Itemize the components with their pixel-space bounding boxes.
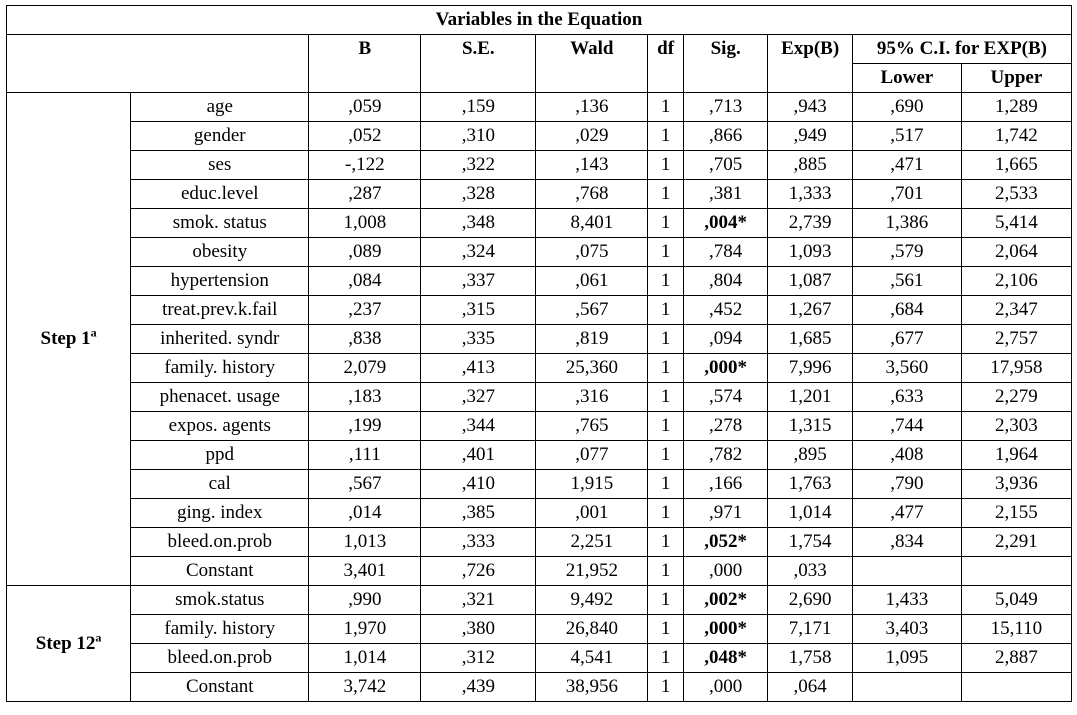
cell-lower: ,701 bbox=[852, 180, 961, 209]
cell-wald: 4,541 bbox=[536, 644, 648, 673]
cell-wald: ,075 bbox=[536, 238, 648, 267]
cell-expb: 7,996 bbox=[768, 354, 852, 383]
table-title: Variables in the Equation bbox=[7, 6, 1072, 35]
cell-se: ,328 bbox=[421, 180, 536, 209]
cell-b: 1,014 bbox=[309, 644, 421, 673]
cell-lower: ,744 bbox=[852, 412, 961, 441]
table-row bbox=[7, 586, 1072, 615]
cell-sig: ,705 bbox=[683, 151, 767, 180]
table-row bbox=[7, 180, 1072, 209]
variable-name: family. history bbox=[131, 354, 309, 383]
step-label-footnote: a bbox=[95, 630, 102, 645]
cell-expb: 1,333 bbox=[768, 180, 852, 209]
cell-wald: ,077 bbox=[536, 441, 648, 470]
cell-upper: 2,279 bbox=[961, 383, 1071, 412]
variable-name: bleed.on.prob bbox=[131, 644, 309, 673]
cell-b: ,014 bbox=[309, 499, 421, 528]
table-row bbox=[7, 93, 1072, 122]
variable-name: expos. agents bbox=[131, 412, 309, 441]
cell-lower: ,561 bbox=[852, 267, 961, 296]
cell-expb: ,949 bbox=[768, 122, 852, 151]
cell-sig: ,000 bbox=[683, 557, 767, 586]
cell-lower: ,834 bbox=[852, 528, 961, 557]
header-df: df bbox=[648, 35, 684, 93]
cell-lower: ,477 bbox=[852, 499, 961, 528]
cell-df: 1 bbox=[648, 354, 684, 383]
cell-sig: ,452 bbox=[683, 296, 767, 325]
cell-upper bbox=[961, 673, 1071, 702]
cell-lower: ,684 bbox=[852, 296, 961, 325]
step-label-footnote: a bbox=[90, 325, 97, 340]
cell-wald: 26,840 bbox=[536, 615, 648, 644]
variable-name: gender bbox=[131, 122, 309, 151]
header-blank bbox=[7, 35, 309, 93]
cell-expb: 7,171 bbox=[768, 615, 852, 644]
cell-expb: ,885 bbox=[768, 151, 852, 180]
table-row bbox=[7, 557, 1072, 586]
table-row bbox=[7, 644, 1072, 673]
step-label-text: Step 1 bbox=[40, 328, 91, 349]
cell-upper bbox=[961, 557, 1071, 586]
table-row bbox=[7, 151, 1072, 180]
table-row bbox=[7, 383, 1072, 412]
cell-upper: 2,291 bbox=[961, 528, 1071, 557]
variable-name: educ.level bbox=[131, 180, 309, 209]
cell-wald: ,567 bbox=[536, 296, 648, 325]
cell-se: ,333 bbox=[421, 528, 536, 557]
cell-wald: ,001 bbox=[536, 499, 648, 528]
cell-df: 1 bbox=[648, 267, 684, 296]
step-label bbox=[7, 93, 131, 586]
cell-wald: ,029 bbox=[536, 122, 648, 151]
cell-wald: 8,401 bbox=[536, 209, 648, 238]
cell-wald: 38,956 bbox=[536, 673, 648, 702]
cell-df: 1 bbox=[648, 180, 684, 209]
cell-df: 1 bbox=[648, 93, 684, 122]
table-row bbox=[7, 296, 1072, 325]
cell-lower: 3,403 bbox=[852, 615, 961, 644]
variable-name: smok.status bbox=[131, 586, 309, 615]
cell-wald: ,765 bbox=[536, 412, 648, 441]
table-row bbox=[7, 238, 1072, 267]
header-se: S.E. bbox=[421, 35, 536, 93]
cell-sig: ,574 bbox=[683, 383, 767, 412]
cell-wald: 2,251 bbox=[536, 528, 648, 557]
cell-df: 1 bbox=[648, 296, 684, 325]
table-row bbox=[7, 499, 1072, 528]
cell-expb: 1,087 bbox=[768, 267, 852, 296]
variable-name: cal bbox=[131, 470, 309, 499]
variable-name: phenacet. usage bbox=[131, 383, 309, 412]
cell-wald: 9,492 bbox=[536, 586, 648, 615]
cell-lower: ,690 bbox=[852, 93, 961, 122]
cell-sig: ,804 bbox=[683, 267, 767, 296]
cell-b: ,183 bbox=[309, 383, 421, 412]
cell-upper: 3,936 bbox=[961, 470, 1071, 499]
cell-wald: 1,915 bbox=[536, 470, 648, 499]
cell-upper: 2,533 bbox=[961, 180, 1071, 209]
cell-df: 1 bbox=[648, 528, 684, 557]
cell-upper: 1,289 bbox=[961, 93, 1071, 122]
cell-expb: 2,739 bbox=[768, 209, 852, 238]
cell-upper: 2,155 bbox=[961, 499, 1071, 528]
variable-name: Constant bbox=[131, 557, 309, 586]
variable-name: Constant bbox=[131, 673, 309, 702]
table-row bbox=[7, 412, 1072, 441]
cell-b: ,237 bbox=[309, 296, 421, 325]
table-row bbox=[7, 354, 1072, 383]
cell-df: 1 bbox=[648, 470, 684, 499]
cell-se: ,159 bbox=[421, 93, 536, 122]
cell-se: ,410 bbox=[421, 470, 536, 499]
cell-expb: 1,763 bbox=[768, 470, 852, 499]
cell-df: 1 bbox=[648, 151, 684, 180]
cell-df: 1 bbox=[648, 325, 684, 354]
variable-name: hypertension bbox=[131, 267, 309, 296]
cell-upper: 15,110 bbox=[961, 615, 1071, 644]
cell-b: ,059 bbox=[309, 93, 421, 122]
step-label bbox=[7, 586, 131, 702]
variable-name: bleed.on.prob bbox=[131, 528, 309, 557]
cell-sig: ,000 bbox=[683, 673, 767, 702]
cell-sig: ,971 bbox=[683, 499, 767, 528]
cell-upper: 2,106 bbox=[961, 267, 1071, 296]
table-row bbox=[7, 470, 1072, 499]
cell-df: 1 bbox=[648, 673, 684, 702]
cell-wald: ,136 bbox=[536, 93, 648, 122]
cell-b: ,199 bbox=[309, 412, 421, 441]
table-row bbox=[7, 615, 1072, 644]
table-row bbox=[7, 673, 1072, 702]
cell-sig: ,381 bbox=[683, 180, 767, 209]
cell-sig: ,713 bbox=[683, 93, 767, 122]
variable-name: ging. index bbox=[131, 499, 309, 528]
cell-se: ,322 bbox=[421, 151, 536, 180]
cell-sig: ,002* bbox=[683, 586, 767, 615]
cell-b: ,990 bbox=[309, 586, 421, 615]
cell-wald: ,768 bbox=[536, 180, 648, 209]
cell-lower: 1,433 bbox=[852, 586, 961, 615]
cell-b: ,084 bbox=[309, 267, 421, 296]
cell-se: ,315 bbox=[421, 296, 536, 325]
header-sig: Sig. bbox=[683, 35, 767, 93]
cell-upper: 1,964 bbox=[961, 441, 1071, 470]
cell-se: ,324 bbox=[421, 238, 536, 267]
cell-b: 1,008 bbox=[309, 209, 421, 238]
variable-name: ses bbox=[131, 151, 309, 180]
cell-df: 1 bbox=[648, 499, 684, 528]
cell-df: 1 bbox=[648, 122, 684, 151]
cell-sig: ,000* bbox=[683, 354, 767, 383]
cell-df: 1 bbox=[648, 383, 684, 412]
cell-lower: ,471 bbox=[852, 151, 961, 180]
cell-sig: ,782 bbox=[683, 441, 767, 470]
cell-lower: 1,095 bbox=[852, 644, 961, 673]
cell-upper: 5,049 bbox=[961, 586, 1071, 615]
cell-df: 1 bbox=[648, 557, 684, 586]
cell-b: ,567 bbox=[309, 470, 421, 499]
cell-upper: 2,887 bbox=[961, 644, 1071, 673]
cell-b: ,111 bbox=[309, 441, 421, 470]
cell-lower: ,408 bbox=[852, 441, 961, 470]
cell-expb: 1,201 bbox=[768, 383, 852, 412]
header-ci: 95% C.I. for EXP(B) bbox=[852, 35, 1071, 64]
header-b: B bbox=[309, 35, 421, 93]
cell-expb: 1,014 bbox=[768, 499, 852, 528]
cell-b: ,287 bbox=[309, 180, 421, 209]
cell-sig: ,166 bbox=[683, 470, 767, 499]
cell-sig: ,052* bbox=[683, 528, 767, 557]
table-row bbox=[7, 122, 1072, 151]
header-wald: Wald bbox=[536, 35, 648, 93]
cell-se: ,312 bbox=[421, 644, 536, 673]
cell-expb: ,895 bbox=[768, 441, 852, 470]
cell-lower: ,633 bbox=[852, 383, 961, 412]
cell-expb: 1,315 bbox=[768, 412, 852, 441]
cell-expb: ,064 bbox=[768, 673, 852, 702]
header-lower: Lower bbox=[852, 64, 961, 93]
cell-b: ,052 bbox=[309, 122, 421, 151]
cell-df: 1 bbox=[648, 586, 684, 615]
cell-b: 3,401 bbox=[309, 557, 421, 586]
cell-b: ,089 bbox=[309, 238, 421, 267]
cell-lower bbox=[852, 557, 961, 586]
cell-expb: ,033 bbox=[768, 557, 852, 586]
cell-se: ,348 bbox=[421, 209, 536, 238]
cell-lower: 3,560 bbox=[852, 354, 961, 383]
cell-df: 1 bbox=[648, 209, 684, 238]
cell-df: 1 bbox=[648, 615, 684, 644]
cell-b: -,122 bbox=[309, 151, 421, 180]
cell-expb: 1,758 bbox=[768, 644, 852, 673]
cell-sig: ,004* bbox=[683, 209, 767, 238]
table-body bbox=[7, 93, 1072, 702]
cell-wald: 25,360 bbox=[536, 354, 648, 383]
table-row bbox=[7, 441, 1072, 470]
variable-name: smok. status bbox=[131, 209, 309, 238]
cell-se: ,726 bbox=[421, 557, 536, 586]
cell-expb: 1,267 bbox=[768, 296, 852, 325]
variable-name: obesity bbox=[131, 238, 309, 267]
cell-lower: ,579 bbox=[852, 238, 961, 267]
cell-wald: ,819 bbox=[536, 325, 648, 354]
cell-se: ,337 bbox=[421, 267, 536, 296]
cell-sig: ,866 bbox=[683, 122, 767, 151]
cell-wald: ,061 bbox=[536, 267, 648, 296]
header-expb: Exp(B) bbox=[768, 35, 852, 93]
cell-b: 1,970 bbox=[309, 615, 421, 644]
cell-se: ,344 bbox=[421, 412, 536, 441]
cell-b: 3,742 bbox=[309, 673, 421, 702]
cell-lower: 1,386 bbox=[852, 209, 961, 238]
cell-upper: 2,303 bbox=[961, 412, 1071, 441]
variable-name: treat.prev.k.fail bbox=[131, 296, 309, 325]
table-row bbox=[7, 325, 1072, 354]
cell-df: 1 bbox=[648, 412, 684, 441]
cell-se: ,413 bbox=[421, 354, 536, 383]
cell-upper: 2,064 bbox=[961, 238, 1071, 267]
cell-se: ,401 bbox=[421, 441, 536, 470]
cell-upper: 2,347 bbox=[961, 296, 1071, 325]
variable-name: family. history bbox=[131, 615, 309, 644]
cell-se: ,321 bbox=[421, 586, 536, 615]
cell-lower bbox=[852, 673, 961, 702]
cell-upper: 1,665 bbox=[961, 151, 1071, 180]
cell-b: ,838 bbox=[309, 325, 421, 354]
variable-name: age bbox=[131, 93, 309, 122]
cell-sig: ,784 bbox=[683, 238, 767, 267]
variable-name: inherited. syndr bbox=[131, 325, 309, 354]
cell-wald: 21,952 bbox=[536, 557, 648, 586]
cell-sig: ,000* bbox=[683, 615, 767, 644]
cell-upper: 5,414 bbox=[961, 209, 1071, 238]
cell-sig: ,278 bbox=[683, 412, 767, 441]
cell-sig: ,094 bbox=[683, 325, 767, 354]
cell-b: 1,013 bbox=[309, 528, 421, 557]
cell-se: ,439 bbox=[421, 673, 536, 702]
cell-se: ,327 bbox=[421, 383, 536, 412]
cell-expb: 1,685 bbox=[768, 325, 852, 354]
cell-df: 1 bbox=[648, 238, 684, 267]
cell-se: ,385 bbox=[421, 499, 536, 528]
cell-expb: ,943 bbox=[768, 93, 852, 122]
cell-upper: 17,958 bbox=[961, 354, 1071, 383]
table-row bbox=[7, 528, 1072, 557]
header-upper: Upper bbox=[961, 64, 1071, 93]
cell-b: 2,079 bbox=[309, 354, 421, 383]
cell-df: 1 bbox=[648, 441, 684, 470]
cell-se: ,335 bbox=[421, 325, 536, 354]
cell-se: ,380 bbox=[421, 615, 536, 644]
cell-upper: 1,742 bbox=[961, 122, 1071, 151]
cell-sig: ,048* bbox=[683, 644, 767, 673]
cell-wald: ,143 bbox=[536, 151, 648, 180]
cell-lower: ,677 bbox=[852, 325, 961, 354]
cell-upper: 2,757 bbox=[961, 325, 1071, 354]
cell-df: 1 bbox=[648, 644, 684, 673]
cell-lower: ,517 bbox=[852, 122, 961, 151]
cell-expb: 2,690 bbox=[768, 586, 852, 615]
cell-se: ,310 bbox=[421, 122, 536, 151]
cell-wald: ,316 bbox=[536, 383, 648, 412]
cell-expb: 1,754 bbox=[768, 528, 852, 557]
table-row bbox=[7, 209, 1072, 238]
cell-lower: ,790 bbox=[852, 470, 961, 499]
variable-name: ppd bbox=[131, 441, 309, 470]
step-label-text: Step 12 bbox=[35, 632, 96, 654]
table-row bbox=[7, 267, 1072, 296]
cell-expb: 1,093 bbox=[768, 238, 852, 267]
variables-in-equation-table bbox=[6, 5, 1072, 702]
